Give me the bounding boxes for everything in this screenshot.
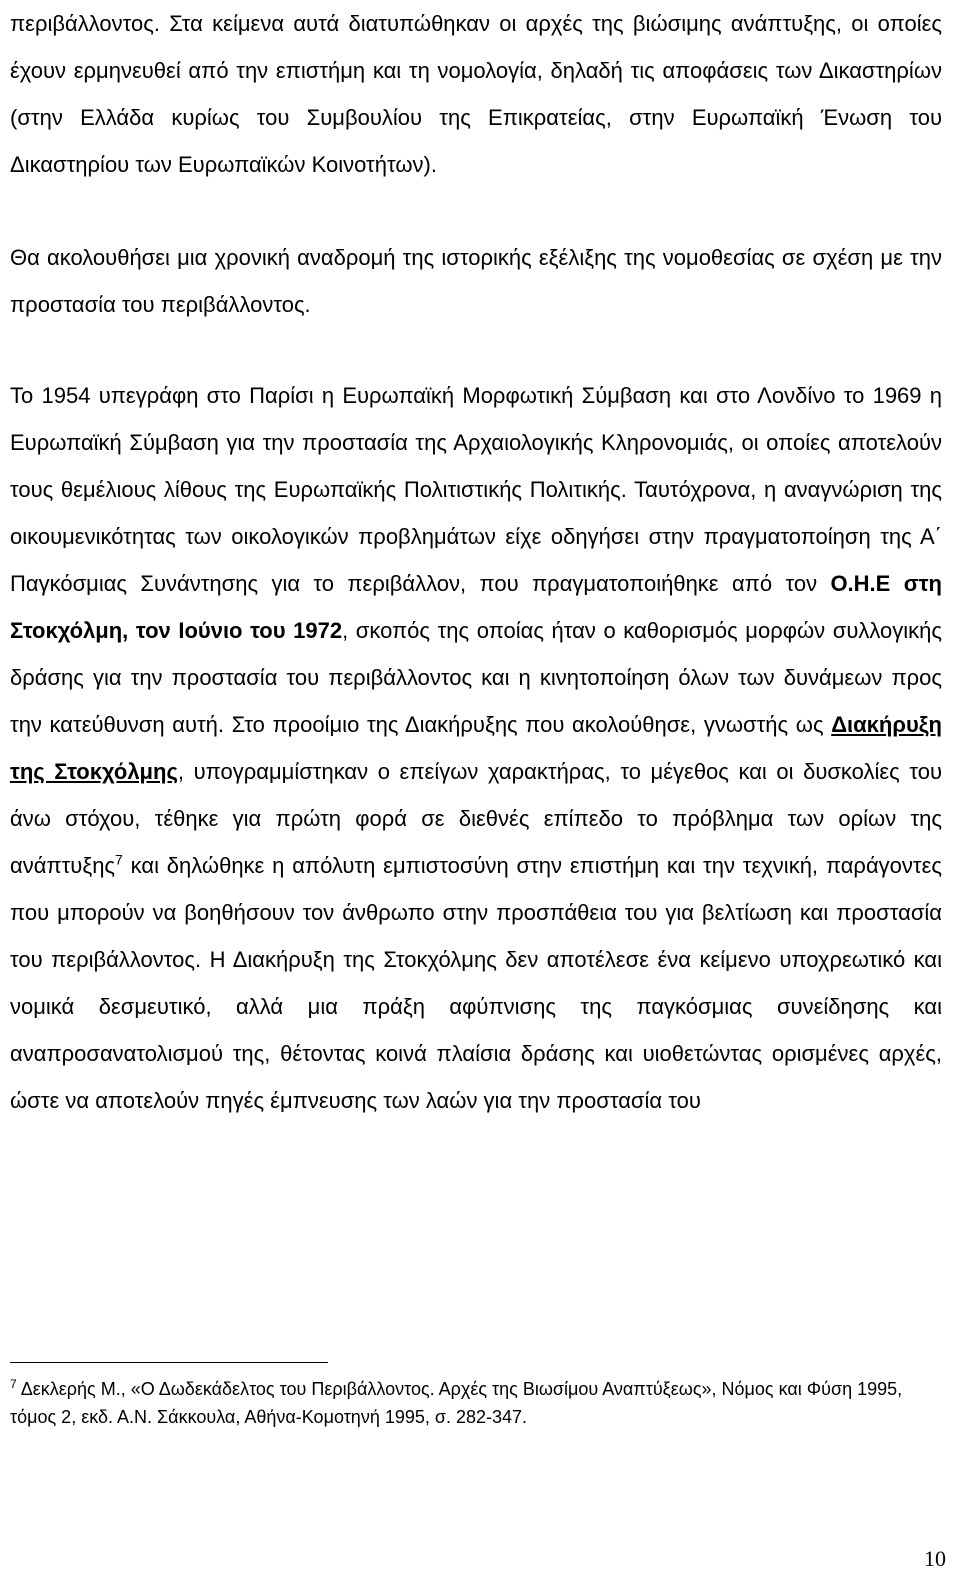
paragraph-3-text-b: , σκοπός της οποίας ήταν ο καθορισμός μορφών συλλογικής δράσης για την προστασία του περιβάλλοντος και η κινητοποίηση όλων των δυνάμεων προς την κατεύθυνση αυτή. Στο προοίμιο της Διακήρυξης που ακολούθησε, γνωστής ως [10, 618, 942, 737]
paragraph-3 [10, 372, 942, 1124]
body-text [10, 0, 942, 1124]
footnote-number: 7 [10, 1377, 17, 1391]
paragraph-2-text: Θα ακολουθήσει μια χρονική αναδρομή της ιστορικής εξέλιξης της νομοθεσίας σε σχέση με την προστασία του περιβάλλοντος. [10, 245, 942, 317]
stockholm-declaration-emphasis: Διακήρυξη της Στοκχόλμης [10, 712, 942, 784]
footnote-text: Δεκλερής Μ., «Ο Δωδεκάδελτος του Περιβάλλοντος. Αρχές της Βιωσίμου Αναπτύξεως», Νόμος και Φύση 1995, τόμος 2, εκδ. Α.Ν. Σάκκουλα, Αθήνα-Κομοτηνή 1995, σ. 282-347. [10, 1379, 903, 1427]
paragraph-3-text-c: , υπογραμμίστηκαν ο επείγων χαρακτήρας, το μέγεθος και οι δυσκολίες του άνω στόχου, τέθηκε για πρώτη φορά σε διεθνές επίπεδο το πρόβλημα των ορίων της ανάπτυξης [10, 759, 942, 878]
footnote [10, 1375, 942, 1431]
paragraph-2 [10, 234, 942, 328]
paragraph-1 [10, 0, 942, 188]
paragraph-3-text-a: Το 1954 υπεγράφη στο Παρίσι η Ευρωπαϊκή Μορφωτική Σύμβαση και στο Λονδίνο το 1969 η Ευρωπαϊκή Σύμβαση για την προστασία της Αρχαιολογικής Κληρονομιάς, οι οποίες αποτελούν τους θεμέλιους λίθους της Ευρωπαϊκής Πολιτιστικής Πολιτικής. Ταυτόχρονα, η αναγνώριση της οικουμενικότητας των οικολογικών προβλημάτων είχε οδηγήσει στην πραγματοποίηση της Α΄ Παγκόσμιας Συνάντησης για το περιβάλλον, που πραγματοποιήθηκε από τον [10, 383, 942, 596]
footnote-separator [10, 1362, 328, 1363]
stockholm-conference-emphasis: Ο.Η.Ε στη Στοκχόλμη, τον Ιούνιο του 1972 [10, 571, 942, 643]
paragraph-3-text-d: και δηλώθηκε η απόλυτη εμπιστοσύνη στην επιστήμη και την τεχνική, παράγοντες που μπορούν να βοηθήσουν τον άνθρωπο στην προσπάθεια του για βελτίωση και προστασία του περιβάλλοντος. Η Διακήρυξη της Στοκχόλμης δεν αποτέλεσε ένα κείμενο υποχρεωτικό και νομικά δεσμευτικό, αλλά μια πράξη αφύπνισης της παγκόσμιας συνείδησης και αναπροσανατολισμού της, θέτοντας κοινά πλαίσια δράσης και υιοθετώντας ορισμένες αρχές, ώστε να αποτελούν πηγές έμπνευσης των λαών για την προστασία του [10, 853, 942, 1113]
footnote-reference[interactable]: 7 [115, 851, 123, 868]
paragraph-1-text: περιβάλλοντος. Στα κείμενα αυτά διατυπώθηκαν οι αρχές της βιώσιμης ανάπτυξης, οι οποίες έχουν ερμηνευθεί από την επιστήμη και τη νομολογία, δηλαδή τις αποφάσεις των Δικαστηρίων (στην Ελλάδα κυρίως του Συμβουλίου της Επικρατείας, στην Ευρωπαϊκή Ένωση του Δικαστηρίου των Ευρωπαϊκών Κοινοτήτων). [10, 11, 942, 177]
page-number: 10 [924, 1546, 946, 1571]
